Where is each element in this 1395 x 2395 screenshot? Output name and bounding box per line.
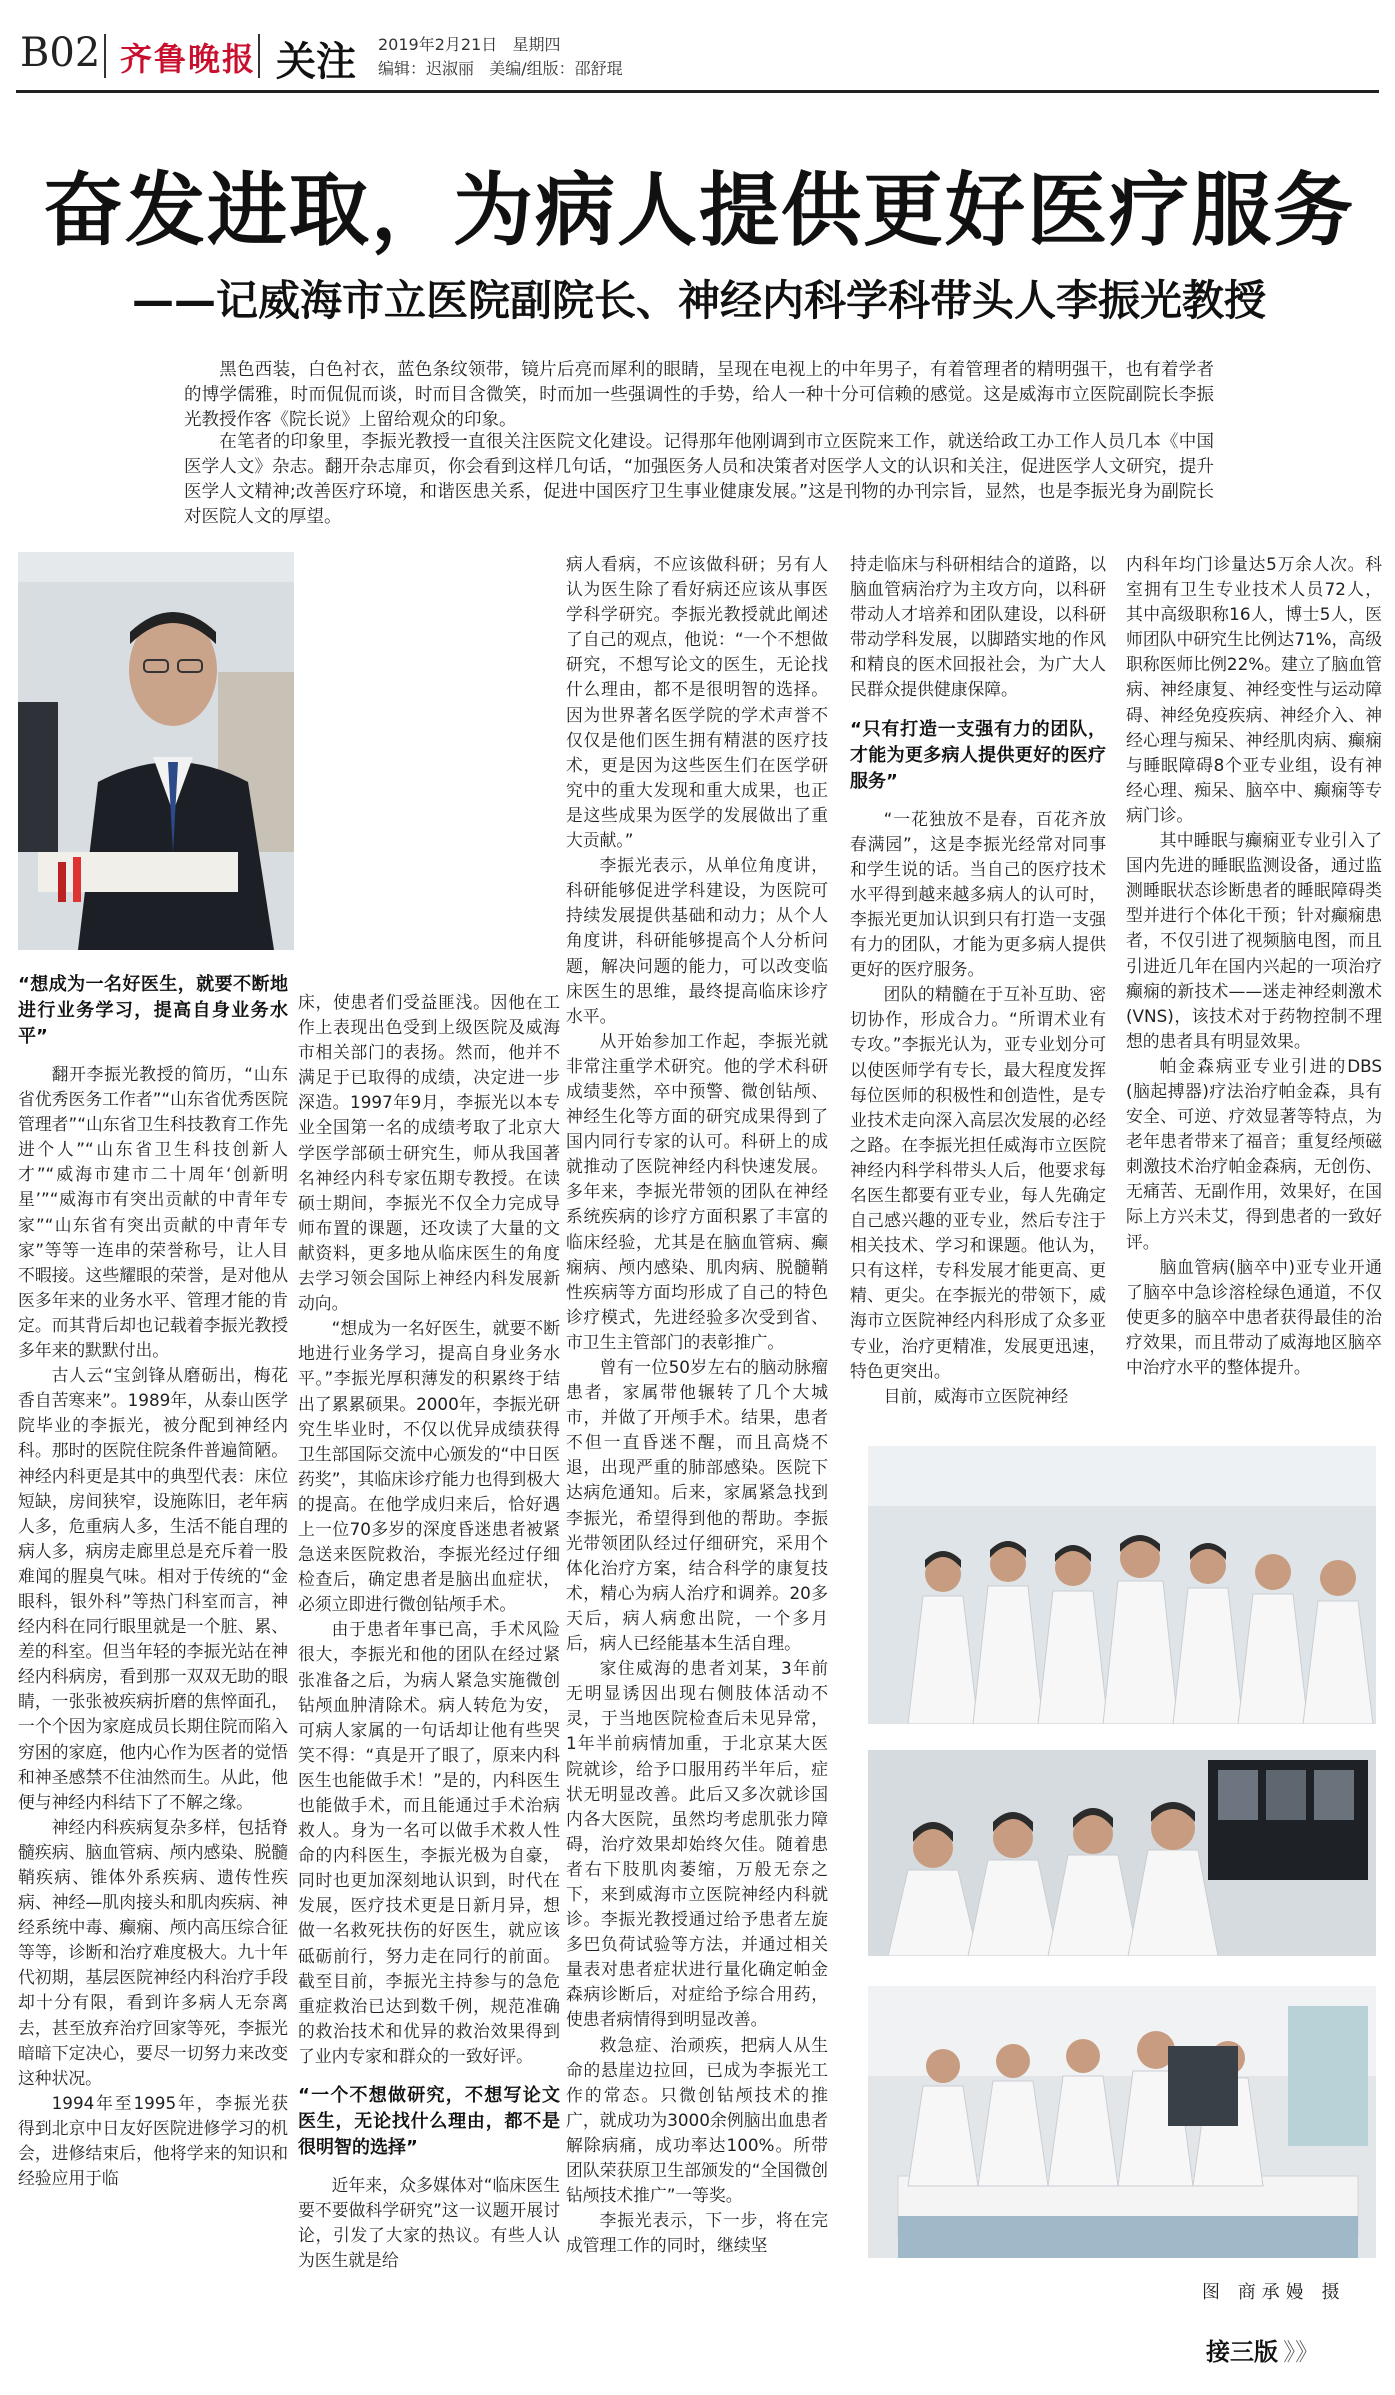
article-paragraph: 神经内科疾病复杂多样，包括脊髓疾病、脑血管病、颅内感染、脱髓鞘疾病、锥体外系疾病、遗传性疾病、神经—肌肉接头和肌肉疾病、神经系统中毒、癫痫、颅内高压综合征等等，诊断和治疗难度极大。九十年代初期，基层医院神经内科治疗手段却十分有限，看到许多病人无奈离去，甚至放弃治疗回家等死，李振光暗暗下定决心，要尽一切努力来改变这种状况。 [18,1816,288,2088]
newspaper-logo: 齐鲁晚报 [120,40,257,78]
section-name: 关注 [276,39,356,85]
article-column-1 [18,958,288,2191]
issue-weekday: 星期四 [512,35,561,54]
article-paragraph: 其中睡眠与癫痫亚专业引入了国内先进的睡眠监测设备，通过监测睡眠状态诊断患者的睡眠障碍类型并进行个体化干预；针对癫痫患者，不仅引进了视频脑电图，而且引进近几年在国内兴起的一项治疗癫痫的新技术——迷走神经刺激术(VNS)，该技术对于药物控制不理想的患者具有明显效果。 [1126,830,1382,1051]
pull-quote: “只有打造一支强有力的团队，才能为更多病人提供更好的医疗服务” [850,718,1106,792]
article-paragraph: 持走临床与科研相结合的道路，以脑血管病治疗为主攻方向，以科研带动人才培养和团队建设，以科研带动学科发展，以脚踏实地的作风和精良的医术回报社会，为广大人民群众提供健康保障。 [850,554,1106,700]
article-paragraph: 曾有一位50岁左右的脑动脉瘤患者，家属带他辗转了几个大城市，并做了开颅手术。结果，患者不但一直昏迷不醒，而且高烧不退，出现严重的肺部感染。医院下达病危通知。后来，家属紧急找到李振光，希望得到他的帮助。李振光带领团队经过仔细研究，采用个体化治疗方案，结合科学的康复技术，精心为病人治疗和调养。20多天后，病人病愈出院，一个多月后，病人已经能基本生活自理。 [566,1357,828,1654]
article-paragraph: 近年来，众多媒体对“临床医生要不要做科学研究”这一议题开展讨论，引发了大家的热议。有些人认为医生就是给 [298,2175,560,2271]
subheadline: ——记威海市立医院副院长、神经内科学科带头人李振光教授 [131,276,1266,325]
pull-quote: “一个不想做研究，不想写论文医生，无论找什么理由，都不是很明智的选择” [298,2085,560,2159]
masthead-rule [16,90,1379,93]
continuation-label: 接三版 [1206,2338,1278,2366]
editor-line [378,56,623,79]
article-paragraph: 从开始参加工作起，李振光就非常注重学术研究。他的学术科研成绩斐然，卒中预警、微创钻颅、神经生化等方面的研究成果得到了国内同行专家的认可。科研上的成就推动了医院神经内科快速发展。多年来，李振光带领的团队在神经系统疾病的诊疗方面积累了丰富的临床经验，尤其是在脑血管病、癫痫病、颅内感染、肌肉病、脱髓鞘性疾病等方面均形成了自己的特色诊疗模式，先进经验多次受到省、市卫生主管部门的表彰推广。 [566,1030,828,1352]
article-column-5 [1126,552,1382,1380]
team-photo-bedside [868,1986,1376,2258]
team-photo-ward-rounds [868,1446,1376,1724]
article-paragraph: 李振光表示，从单位角度讲，科研能够促进学科建设，为医院可持续发展提供基础和动力；从个人角度讲，科研能够提高个人分析问题，解决问题的能力，可以改变临床医生的思维，最终提高临床诊疗水平。 [566,855,828,1026]
article-paragraph: 由于患者年事已高，手术风险很大，李振光和他的团队在经过紧张准备之后，为病人紧急实施微创钻颅血肿清除术。病人转危为安，可病人家属的一句话却让他有些哭笑不得：“真是开了眼了，原来内科医生也能做手术！”是的，内科医生也能做手术，而且能通过手术治病救人。身为一名可以做手术救人性命的内科医生，李振光极为自豪，同时也更加深刻地认识到，时代在发展，医疗技术更是日新月异，想做一名救死扶伤的好医生，就应该砥砺前行，努力走在同行的前面。截至目前，李振光主持参与的急危重症救治已达到数千例，规范准确的救治技术和优异的救治效果得到了业内专家和群众的一致好评。 [298,1619,560,2066]
issue-date-line [378,32,561,55]
page-number: B02 [20,30,101,76]
intro-paragraph: 黑色西装，白色衬衣，蓝色条纹领带，镜片后亮而犀利的眼睛，呈现在电视上的中年男子，有着管理者的精明强干，也有着学者的博学儒雅，时而侃侃而谈，时而目含微笑，时而加一些强调性的手势，给人一种十分可信赖的感觉。这是威海市立医院副院长李振光教授作客《院长说》上留给观众的印象。 [184,360,1214,430]
continuation-arrows-icon: 》》 [1283,2338,1320,2366]
article-paragraph: 1994年至1995年，李振光获得到北京中日友好医院进修学习的机会，进修结束后，他将学来的知识和经验应用于临 [18,2092,288,2189]
continuation-note [1206,2332,1319,2367]
article-column-4 [850,552,1106,1409]
photo-credit: 图 商承嫚 摄 [1202,2282,1346,2303]
headline: 奋发进取，为病人提供更好医疗服务 [43,163,1355,257]
intro-paragraph: 在笔者的印象里，李振光教授一直很关注医院文化建设。记得那年他刚调到市立医院来工作，就送给政工办工作人员几本《中国医学人文》杂志。翻开杂志扉页，你会看到这样几句话，“加强医务人员和决策者对医学人文的认识和关注，促进医学人文研究，提升医学人文精神;改善医疗环境，和谐医患关系，促进中国医疗卫生事业健康发展。”这是刊物的办刊宗旨，显然，也是李振光身为副院长对医院人文的厚望。 [184,432,1214,527]
article-paragraph: “一花独放不是春，百花齐放春满园”，这是李振光经常对同事和学生说的话。当自己的医疗技术水平得到越来越多病人的认可时，李振光更加认识到只有打造一支强有力的团队，才能为更多病人提供更好的医疗服务。 [850,808,1106,980]
article-paragraph: 病人看病，不应该做科研；另有人认为医生除了看好病还应该从事医学科学研究。李振光教授就此阐述了自己的观点，他说：“一个不想做研究，不想写论文的医生，无论找什么理由，都不是很明智的选择。因为世界著名医学院的学术声誉不仅仅是他们医生拥有精湛的医疗技术，更是因为这些医生们在医学研究中的重大发现和重大成果，也正是这些成果为医学的发展做出了重大贡献。” [566,554,828,851]
article-paragraph: 脑血管病(脑卒中)亚专业开通了脑卒中急诊溶栓绿色通道，不仅使更多的脑卒中患者获得最佳的治疗效果，而且带动了威海地区脑卒中治疗水平的整体提升。 [1126,1256,1382,1377]
article-paragraph: 救急症、治顽疾，把病人从生命的悬崖边拉回，已成为李振光工作的常态。只微创钻颅技术的推广，就成功为3000余例脑出血患者解除病痛，成功率达100%。所带团队荣获原卫生部颁发的“全国微创钻颅技术推广”一等奖。 [566,2034,828,2206]
article-paragraph: 目前，威海市立医院神经 [883,1385,1069,1406]
article-paragraph: 李振光表示，下一步，将在完成管理工作的同时，继续坚 [566,2210,828,2256]
pull-quote: “想成为一名好医生，就要不断地进行业务学习，提高自身业务水平” [18,974,288,1047]
article-paragraph: 团队的精髓在于互补互助、密切协作，形成合力。“所谓术业有专攻。”李振光认为，亚专业划分可以使医师学有专长，最大程度发挥每位医师的积极性和创造性，是专业技术走向深入高层次发展的必经之路。在李振光担任威海市立医院神经内科学科带头人后，他要求每名医生都要有亚专业，每人先确定自己感兴趣的亚专业，然后专注于相关技术、学习和课题。他认为，只有这样，专科发展才能更高、更精、更尖。在李振光的带领下，威海市立医院神经内科形成了众多亚专业，治疗更精准，发展更迅速，特色更突出。 [850,984,1106,1381]
article-paragraph: 床，使患者们受益匪浅。因他在工作上表现出色受到上级医院及威海市相关部门的表扬。然而，他并不满足于已取得的成绩，决定进一步深造。1997年9月，李振光以本专业全国第一名的成绩考取了北京大学医学部硕士研究生，师从我国著名神经内科专家伍期专教授。在读硕士期间，李振光不仅全力完成导师布置的课题，还攻读了大量的文献资料，更多地从临床医生的角度去学习领会国际上神经内科发展新动向。 [298,992,560,1314]
article-paragraph: “想成为一名好医生，就要不断地进行业务学习，提高自身业务水平。”李振光厚积薄发的积累终于结出了累累硕果。2000年，李振光研究生毕业时，不仅以优异成绩获得卫生部国际交流中心颁发的“中日医药奖”，其临床诊疗能力也得到极大的提高。在他学成归来后，恰好遇上一位70多岁的深度昏迷患者被紧急送来医院救治，李振光经过仔细检查后，确定患者是脑出血症状，必须立即进行微创钻颅手术。 [298,1318,560,1615]
article-paragraph: 家住威海的患者刘某，3年前无明显诱因出现右侧肢体活动不灵，于当地医院检查后未见异常，1年半前病情加重，于北京某大医院就诊，给予口服用药半年后，症状无明显改善。此后又多次就诊国内各大医院，虽然均考虑肌张力障碍，治疗效果却始终欠佳。随着患者右下肢肌肉萎缩，万般无奈之下，来到威海市立医院神经内科就诊。李振光教授通过给予患者左旋多巴负荷试验等方法，并通过相关量表对患者症状进行量化确定帕金森病诊断后，对症给予综合用药，使患者病情得到明显改善。 [566,1658,828,2030]
team-photo-xray-review [868,1750,1376,1956]
masthead-divider [258,34,260,78]
article-paragraph: 内科年均门诊量达5万余人次。科室拥有卫生专业技术人员72人，其中高级职称16人，博士5人，医师团队中研究生比例达71%，高级职称医师比例22%。建立了脑血管病、神经康复、神经变性与运动障碍、神经免疫疾病、神经介入、神经心理与痴呆、神经肌肉病、癫痫与睡眠障碍8个亚专业组，设有神经心理、痴呆、脑卒中、癫痫等专病门诊。 [1126,554,1382,825]
editor: 编辑：迟淑丽 [378,59,475,78]
article-column-3 [566,552,828,2258]
article-paragraph: 古人云“宝剑锋从磨砺出，梅花香自苦寒来”。1989年，从泰山医学院毕业的李振光，被分配到神经内科。那时的医院住院条件普遍简陋。神经内科更是其中的典型代表：床位短缺，房间狭窄，设施陈旧，老年病人多，危重病人多，生活不能自理的病人多，病房走廊里总是充斥着一股难闻的腥臭气味。相对于传统的“金眼科，银外科”等热门科室而言，神经内科在同行眼里就是一个脏、累、差的科室。但当年轻的李振光站在神经内科病房，看到那一双双无助的眼睛，一张张被疾病折磨的焦悴面孔，一个个因为家庭成员长期住院而陷入穷困的家庭，他内心作为医者的觉悟和神圣感禁不住油然而生。从此，他便与神经内科结下了不解之缘。 [18,1365,288,1812]
article-column-2 [298,990,560,2273]
article-paragraph: 翻开李振光教授的简历，“山东省优秀医务工作者”“山东省优秀医院管理者”“山东省卫生科技教育工作先进个人”“山东省卫生科技创新人才”“威海市建市二十周年‘创新明星’”“威海市有突出贡献的中青年专家”“山东省有突出贡献的中青年专家”等等一连串的荣誉称号，让人目不暇接。这些耀眼的荣誉，是对他从医多年来的业务水平、管理才能的肯定。而其背后却也记载着李振光教授多年来的默默付出。 [18,1064,288,1361]
masthead-divider [104,34,106,78]
designer: 美编/组版：邵舒琨 [489,59,623,78]
article-paragraph: 帕金森病亚专业引进的DBS(脑起搏器)疗法治疗帕金森，具有安全、可逆、疗效显著等特点，为老年患者带来了福音；重复经颅磁刺激技术治疗帕金森病，无创伤、无痛苦、无副作用，效果好，在国际上方兴未艾，得到患者的一致好评。 [1126,1055,1382,1252]
issue-date: 2019年2月21日 [378,35,498,54]
portrait-photo [18,552,294,950]
